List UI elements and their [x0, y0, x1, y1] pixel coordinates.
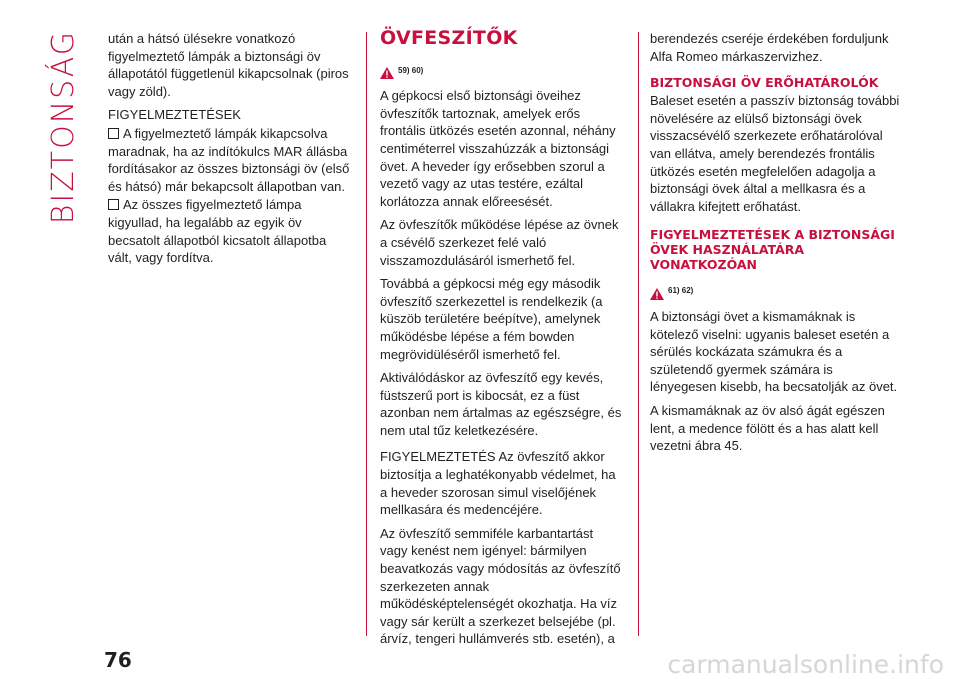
warning-reference-1 [380, 62, 624, 80]
column-divider-2 [638, 32, 639, 636]
watermark-text: carmanualsonline.info [667, 650, 944, 679]
warning-reference-2 [650, 282, 900, 300]
warning-ref-numbers: 61) 62) [668, 286, 694, 296]
col3-paragraph-2: Baleset esetén a passzív biztonság további növelésére az elülső biztonsági övek visszacsévélő szerkezete erőhatárolóval van ellátva, amely berendezés frontális ütközés esetén megfelelően adagolja a biztonsági övek által a mellkasra és a vállakra kifejtett erőhatást. [650, 93, 900, 214]
col2-paragraph-3: Továbbá a gépkocsi még egy második övfeszítő szerkezettel is rendelkezik (a küszöb területére beépítve), amelynek működésbe lépése a fém bowden megrövidüléséről ismerhető fel. [380, 276, 603, 362]
col1-warning-item-1-text: A figyelmeztető lámpák kikapcsolva maradnak, ha az indítókulcs MAR állásba fordításakor az összes biztonsági öv (első és hátsó) már bekapcsolt állapotban van. [108, 125, 350, 194]
checkbox-bullet-icon [108, 199, 119, 210]
col1-warning-item-1 [108, 125, 350, 195]
page-number: 76 [104, 648, 132, 672]
col2-paragraph-4: Aktiválódáskor az övfeszítő egy kevés, füstszerű port is kibocsát, ez a füst azonban nem ártalmas az egészségre, és nem utal tűz keletkezésére. [380, 370, 622, 438]
column-1 [108, 30, 350, 273]
column-divider-1 [366, 32, 367, 636]
col2-paragraph-6: Az övfeszítő semmiféle karbantartást vagy kenést nem igényel: bármilyen beavatkozás vagy módosítás az övfeszítő szerkezeten annak működésképtelenségét okozhatja. Ha víz vagy sár került a szerkezet belsejébe (pl. árvíz, tengeri hullámverés stb. esetén), a [380, 525, 621, 647]
warning-triangle-icon [650, 288, 664, 300]
column-3 [650, 30, 900, 461]
col2-paragraph-5: FIGYELMEZTETÉS Az övfeszítő akkor biztosítja a leghatékonyabb védelmet, ha a heveder szorosan simul viselőjének mellkasára és medencéjére. [380, 449, 616, 518]
section-side-title: BIZTONSÁG [46, 30, 81, 225]
warning-triangle-icon [380, 67, 394, 79]
heading-seatbelt-warnings: FIGYELMEZTETÉSEK A BIZTONSÁGI ÖVEK HASZNÁLATÁRA VONATKOZÓAN [650, 227, 895, 273]
col3-paragraph-4: A kismamáknak az öv alsó ágát egészen lent, a medence fölött és a has alatt kell vezetni ábra 45. [650, 402, 885, 454]
warning-ref-numbers: 59) 60) [398, 65, 424, 75]
col1-paragraph-1: után a hátsó ülésekre vonatkozó figyelmeztető lámpák a biztonsági öv állapotától függetlenül kikapcsolnak (piros vagy zöld). [108, 31, 349, 99]
col1-warning-item-2-text: Az összes figyelmeztető lámpa kigyullad, ha legalább az egyik öv becsatolt állapotból kicsatolt állapotba vált, vagy fordítva. [108, 197, 327, 266]
col3-paragraph-3: A biztonsági övet a kismamáknak is kötelező viselni: ugyanis baleset esetén a sérülés kockázata számukra és a születendő gyermek számára is lényegesen kisebb, ha becsatolják az övet. [650, 308, 898, 395]
column-2 [380, 27, 624, 654]
col2-paragraph-1: A gépkocsi első biztonsági öveihez övfeszítők tartoznak, amelyek erős frontális ütközés esetén azonnal, néhány centiméterrel visszahúzzák a biztonsági övet. A heveder így erősebben szorul a vezető vagy az utas testére, ezáltal korlátozza annak előreesését. [380, 88, 616, 209]
col1-warnings-heading: FIGYELMEZTETÉSEK [108, 107, 241, 123]
checkbox-bullet-icon [108, 128, 119, 139]
heading-force-limiters: BIZTONSÁGI ÖV ERŐHATÁROLÓK [650, 75, 879, 91]
section-title-pretensioners: ÖVFESZÍTŐK [380, 27, 518, 49]
col2-paragraph-2: Az övfeszítők működése lépése az övnek a csévélő szerkezet felé való visszamozdulásáról ismerhető fel. [380, 217, 619, 268]
col1-warning-item-2 [108, 196, 350, 266]
col3-paragraph-1: berendezés cseréje érdekében forduljunk Alfa Romeo márkaszervizhez. [650, 31, 889, 64]
